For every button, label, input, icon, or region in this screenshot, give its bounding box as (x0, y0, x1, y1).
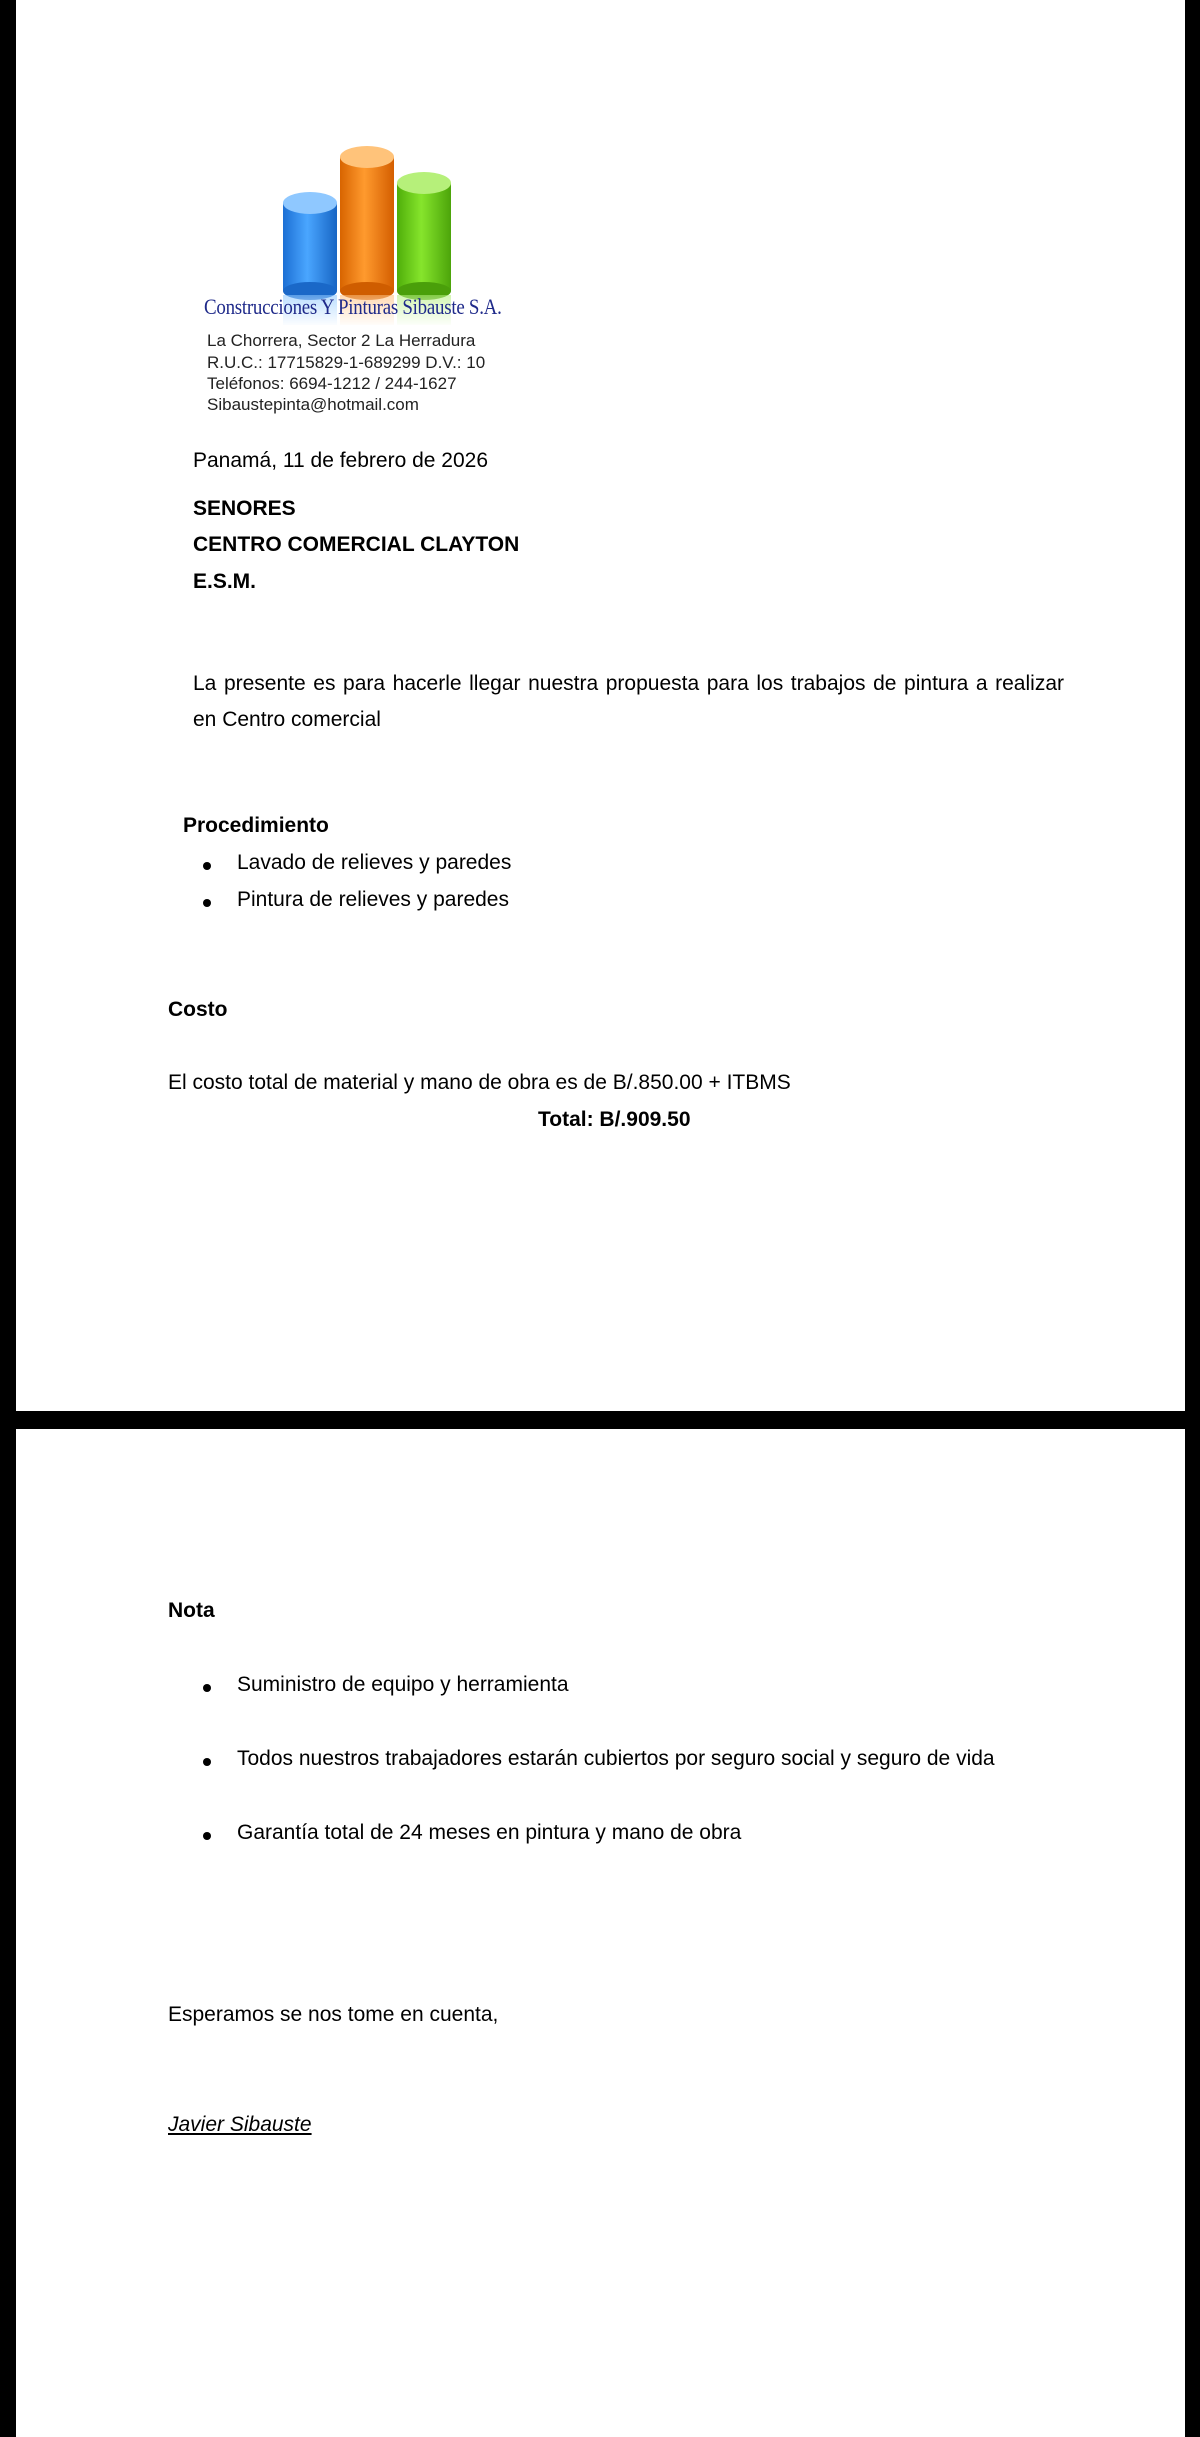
company-phones: Teléfonos: 6694-1212 / 244-1627 (207, 374, 457, 393)
recipient-line-2: CENTRO COMERCIAL CLAYTON (193, 533, 520, 556)
document-page-1 (16, 0, 1185, 1411)
bullet-icon (203, 1832, 211, 1840)
company-logo (186, 135, 536, 415)
intro-paragraph: La presente es para hacerle llegar nuestra propuesta para los trabajos de pintura a realizar en Centro comercial (193, 672, 1064, 731)
signature-name: Javier Sibauste (168, 2113, 312, 2136)
note-item-3: Garantía total de 24 meses en pintura y mano de obra (237, 1821, 742, 1844)
bullet-icon (203, 1684, 211, 1692)
company-name: Construcciones Y Pinturas Sibauste S.A. (204, 294, 502, 319)
procedure-item-1: Lavado de relieves y paredes (237, 851, 512, 874)
recipient-line-1: SENORES (193, 497, 296, 520)
note-heading: Nota (168, 1599, 215, 1622)
cost-heading: Costo (168, 998, 228, 1021)
note-item-2: Todos nuestros trabajadores estarán cubiertos por seguro social y seguro de vida (237, 1747, 995, 1770)
cost-text: El costo total de material y mano de obra es de B/.850.00 + ITBMS (168, 1071, 791, 1094)
bullet-icon (203, 862, 211, 870)
cost-total: Total: B/.909.50 (538, 1108, 691, 1131)
note-item-1: Suministro de equipo y herramienta (237, 1673, 569, 1696)
document-page-2 (16, 1429, 1185, 2437)
letter-date: Panamá, 11 de febrero de 2026 (193, 449, 488, 472)
company-address: La Chorrera, Sector 2 La Herradura (207, 331, 476, 350)
company-email: Sibaustepinta@hotmail.com (207, 395, 419, 414)
bullet-icon (203, 1758, 211, 1766)
closing-line: Esperamos se nos tome en cuenta, (168, 2003, 499, 2026)
procedure-item-2: Pintura de relieves y paredes (237, 888, 509, 911)
procedure-heading: Procedimiento (183, 814, 329, 837)
recipient-line-3: E.S.M. (193, 570, 257, 593)
bullet-icon (203, 899, 211, 907)
company-ruc: R.U.C.: 17715829-1-689299 D.V.: 10 (207, 353, 486, 372)
